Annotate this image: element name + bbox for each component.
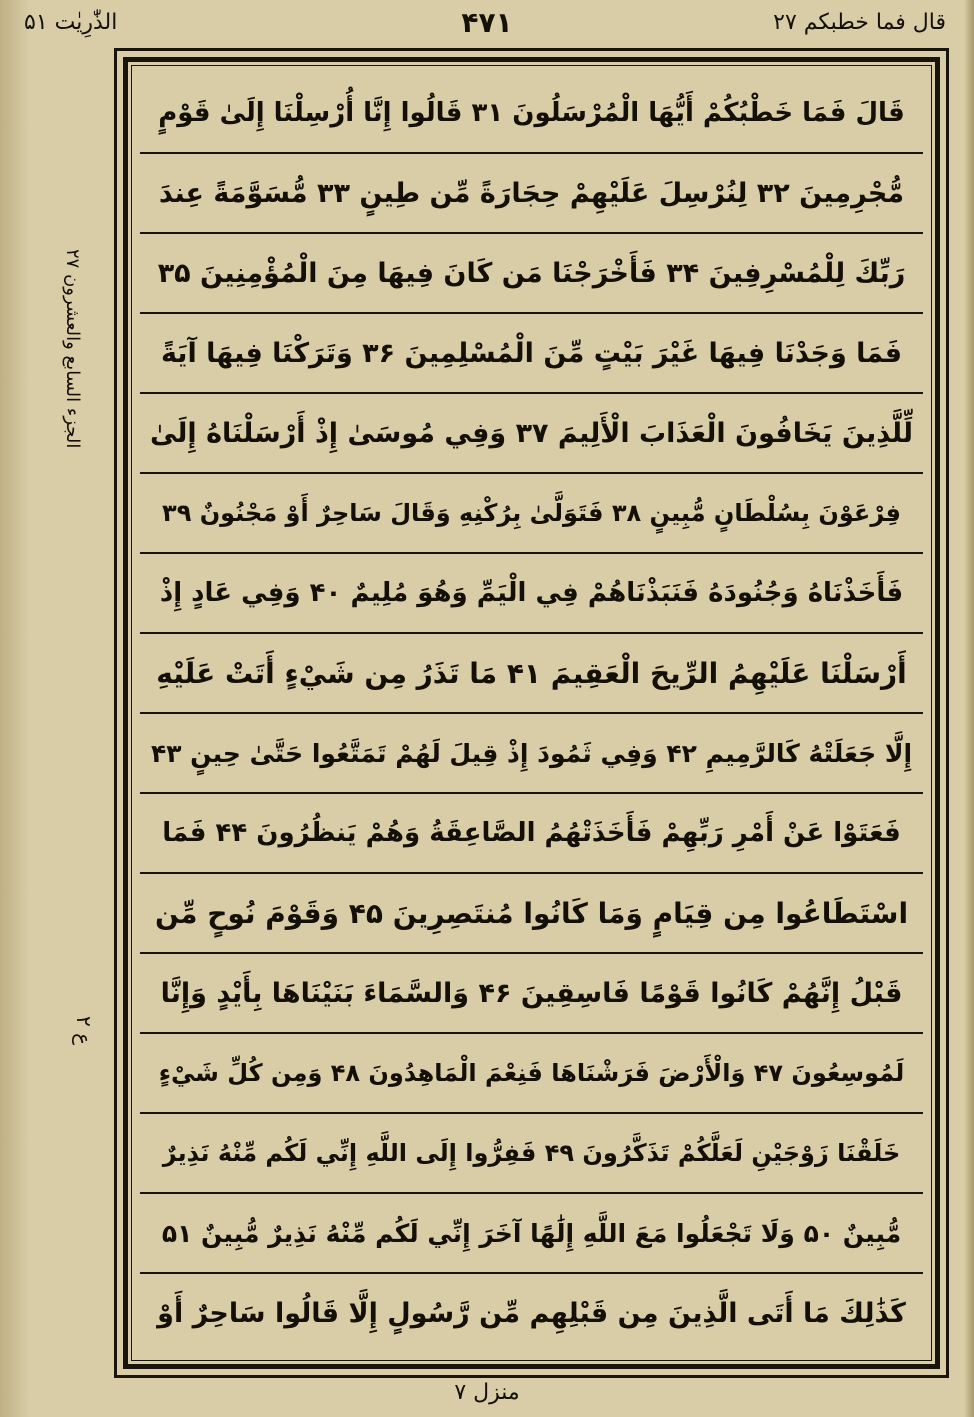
verse-line: كَذَٰلِكَ مَا أَتَى الَّذِينَ مِن قَبْلِهِم مِّن رَّسُولٍ إِلَّا قَالُوا سَاحِرٌ أَوْ bbox=[157, 1297, 906, 1329]
verse-line: لِّلَّذِينَ يَخَافُونَ الْعَذَابَ الْأَلِيمَ ۳۷ وَفِي مُوسَىٰ إِذْ أَرْسَلْنَاهُ إِلَىٰ bbox=[140, 394, 923, 474]
manzil-footer: منزل ۷ bbox=[454, 1380, 520, 1405]
verse-line: أَرْسَلْنَا عَلَيْهِمُ الرِّيحَ الْعَقِيمَ ۴۱ مَا تَذَرُ مِن شَيْءٍ أَتَتْ عَلَيْهِ bbox=[140, 634, 923, 714]
text-frame-border bbox=[131, 65, 932, 1361]
verse-line: قَالَ فَمَا خَطْبُكُمْ أَيُّهَا الْمُرْسَلُونَ ۳۱ قَالُوا إِنَّا أُرْسِلْنَا إِلَىٰ قَوْمٍ bbox=[140, 74, 923, 154]
verse-line: قَبْلُ إِنَّهُمْ كَانُوا قَوْمًا فَاسِقِينَ ۴۶ وَالسَّمَاءَ بَنَيْنَاهَا بِأَيْدٍ وَإِنَّا bbox=[140, 954, 923, 1034]
verse-line: مُّبِينٌ ۵۰ وَلَا تَجْعَلُوا مَعَ اللَّهِ إِلَٰهًا آخَرَ إِنِّي لَكُم مِّنْهُ نَذِيرٌ مُّبِينٌ ۵۱ bbox=[140, 1194, 923, 1274]
verse-line: فَعَتَوْا عَنْ أَمْرِ رَبِّهِمْ فَأَخَذَتْهُمُ الصَّاعِقَةُ وَهُمْ يَنظُرُونَ ۴۴ فَمَا bbox=[140, 794, 923, 874]
page-edge-shadow bbox=[964, 0, 974, 1417]
verse-line: مُّجْرِمِينَ ۳۲ لِنُرْسِلَ عَلَيْهِمْ حِجَارَةً مِّن طِينٍ ۳۳ مُّسَوَّمَةً عِندَ bbox=[140, 154, 923, 234]
surah-name-header: الذّٰرِیٰت ۵۱ bbox=[24, 10, 118, 35]
text-frame-inner bbox=[123, 57, 940, 1369]
text-frame bbox=[114, 48, 949, 1378]
verse-line: إِلَّا جَعَلَتْهُ كَالرَّمِيمِ ۴۲ وَفِي ثَمُودَ إِذْ قِيلَ لَهُمْ تَمَتَّعُوا حَتَّىٰ حِينٍ ۴۳ bbox=[140, 714, 923, 794]
verse-line: فِرْعَوْنَ بِسُلْطَانٍ مُّبِينٍ ۳۸ فَتَوَلَّىٰ بِرُكْنِهِ وَقَالَ سَاحِرٌ أَوْ مَجْنُونٌ ۳۹ bbox=[140, 474, 923, 554]
binding-shadow bbox=[0, 0, 30, 1417]
verse-line: اسْتَطَاعُوا مِن قِيَامٍ وَمَا كَانُوا مُنتَصِرِينَ ۴۵ وَقَوْمَ نُوحٍ مِّن bbox=[140, 874, 923, 954]
page-number: ۴۷۱ bbox=[461, 6, 513, 39]
verse-line: فَمَا وَجَدْنَا فِيهَا غَيْرَ بَيْتٍ مِّنَ الْمُسْلِمِينَ ۳۶ وَتَرَكْنَا فِيهَا آيَةً bbox=[140, 314, 923, 394]
page-header bbox=[10, 2, 964, 50]
verse-lines bbox=[140, 74, 923, 1352]
verse-line: لَمُوسِعُونَ ۴۷ وَالْأَرْضَ فَرَشْنَاهَا فَنِعْمَ الْمَاهِدُونَ ۴۸ وَمِن كُلِّ شَيْءٍ bbox=[140, 1034, 923, 1114]
verse-line: رَبِّكَ لِلْمُسْرِفِينَ ۳۴ فَأَخْرَجْنَا مَن كَانَ فِيهَا مِنَ الْمُؤْمِنِينَ ۳۵ bbox=[140, 234, 923, 314]
verse-line: خَلَقْنَا زَوْجَيْنِ لَعَلَّكُمْ تَذَكَّرُونَ ۴۹ فَفِرُّوا إِلَى اللَّهِ إِنِّي لَكُم مِّنْهُ نَذِيرٌ bbox=[140, 1114, 923, 1194]
ruku-margin-note: ع ۲ bbox=[72, 1015, 96, 1045]
juz-margin-note: الجزء السابع والعشرون ۲۷ bbox=[62, 248, 83, 448]
verse-line: فَأَخَذْنَاهُ وَجُنُودَهُ فَنَبَذْنَاهُمْ فِي الْيَمِّ وَهُوَ مُلِيمٌ ۴۰ وَفِي عَادٍ إِذْ bbox=[140, 554, 923, 634]
juz-name-header: قال فما خطبکم ۲۷ bbox=[773, 10, 946, 35]
